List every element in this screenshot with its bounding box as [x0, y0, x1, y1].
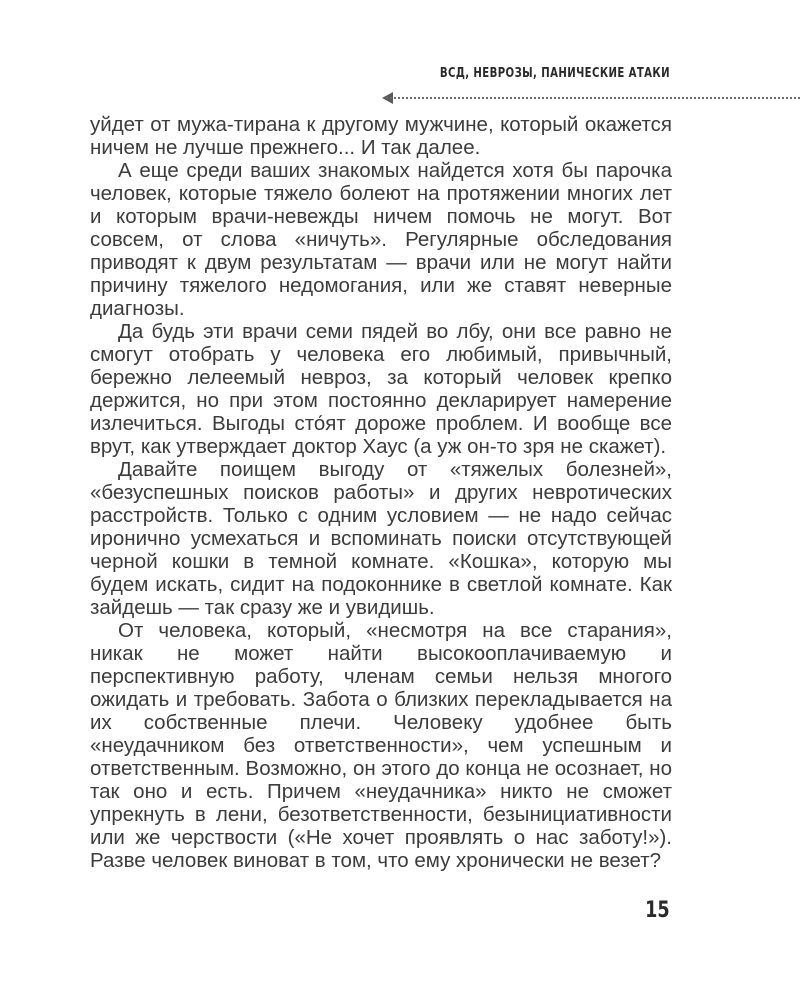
page-body-text — [90, 113, 672, 872]
paragraph: уйдет от мужа-тирана к другому мужчине, который окажется ничем не лучше прежнего... И так далее. — [90, 113, 672, 159]
paragraph: А еще среди ваших знакомых найдется хотя бы парочка человек, которые тяжело болеют на протяжении многих лет и которым врачи-невежды ничем помочь не могут. Вот совсем, от слова «ничуть». Регулярные обследования приводят к двум результатам — врачи или не могут найти причину тяжелого недомогания, или же ставят неверные диагнозы. — [90, 159, 672, 320]
running-header-title: ВСД, НЕВРОЗЫ, ПАНИЧЕСКИЕ АТАКИ — [439, 66, 670, 81]
header-dotted-rule — [386, 97, 800, 99]
paragraph: От человека, который, «несмотря на все старания», никак не может найти высокооплачиваемую и перспективную работу, членам семьи нельзя многого ожидать и требовать. Забота о близких перекладывается на их собственные плечи. Человеку удобнее быть «неудачником без ответственности», чем успешным и ответственным. Возможно, он этого до конца не осознает, но так оно и есть. Причем «неудачника» никто не сможет упрекнуть в лени, безответственности, безынициативности или же черствости («Не хочет проявлять о нас заботу!»). Разве человек виноват в том, что ему хронически не везет? — [90, 619, 672, 872]
paragraph: Да будь эти врачи семи пядей во лбу, они все равно не смогут отобрать у человека его любимый, привычный, бережно лелеемый невроз, за который человек крепко держится, но при этом постоянно декларирует намерение излечиться. Выгоды сто́ят дороже проблем. И вообще все врут, как утверждает доктор Хаус (а уж он-то зря не скажет). — [90, 320, 672, 458]
paragraph: Давайте поищем выгоду от «тяжелых болезней», «безуспешных поисков работы» и других невротических расстройств. Только с одним условием — не надо сейчас иронично усмехаться и вспоминать поиски отсутствующей черной кошки в темной комнате. «Кошка», которую мы будем искать, сидит на подоконнике в светлой комнате. Как зайдешь — так сразу же и увидишь. — [90, 458, 672, 619]
page-number: 15 — [645, 898, 670, 923]
